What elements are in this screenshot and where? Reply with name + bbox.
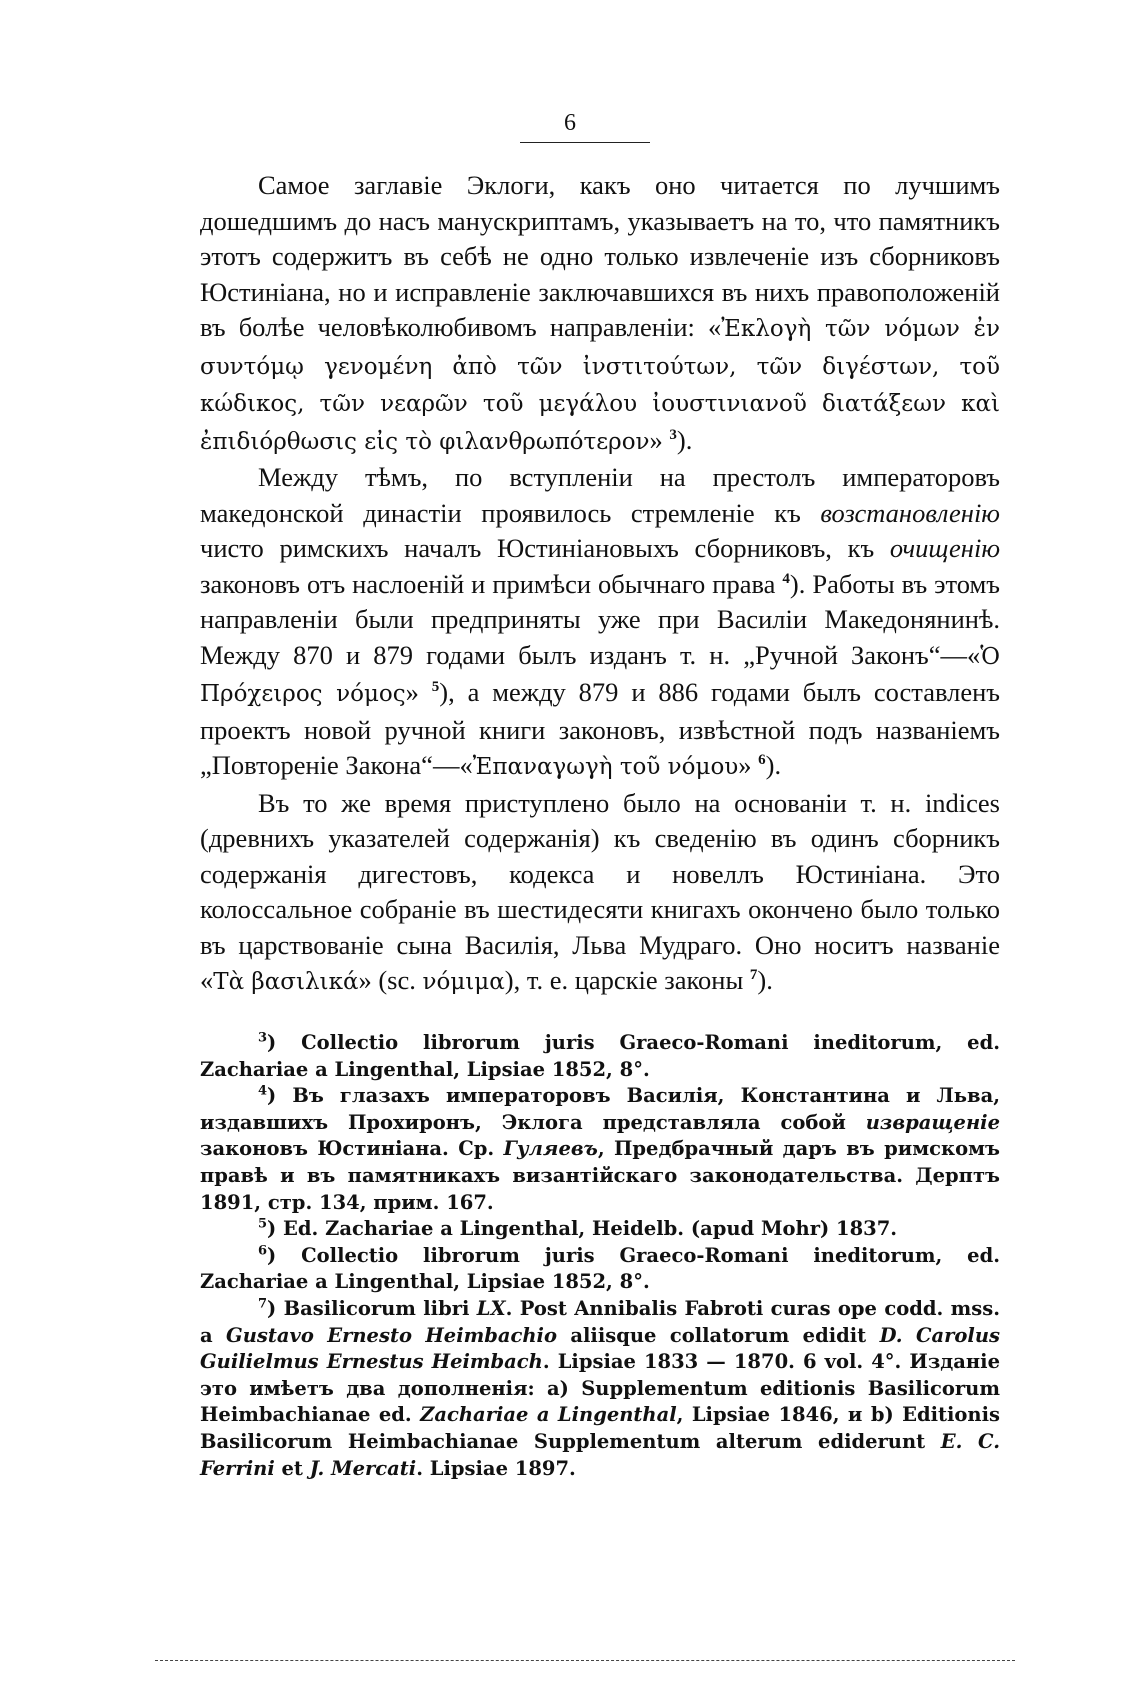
text-run: Между тѣмъ, по вступленіи на престолъ императоровъ македонской династіи проявилось стремленіе къ [200, 462, 1000, 528]
text-run: чисто римскихъ началъ Юстиніановыхъ сборниковъ, къ [200, 533, 890, 563]
footnote [200, 1083, 1000, 1216]
text-run: ) Collectio librorum juris Graeco-Romani ineditorum, ed. Zachariae a Lingenthal, Lipsiae 1852, 8°. [200, 1031, 1000, 1081]
text-run: ) Ed. Zachariae a Lingenthal, Heidelb. (apud Mohr) 1837. [267, 1217, 898, 1241]
footnote-mark: 5 [258, 1216, 268, 1232]
greek-text: Τὰ βασιλικά [213, 969, 359, 995]
text-run: » [738, 750, 759, 780]
italic-text: J. Mercati [309, 1456, 417, 1480]
italic-text: LX [476, 1296, 506, 1320]
main-text [200, 168, 1000, 1001]
text-run: . Lipsiae 1833 — 1870. 6 vol. 4°. Изданіе это имѣетъ два дополненія: a) Supplementum editionis Basilicorum Heimbachianae ed. [200, 1350, 1000, 1427]
text-run: ). Работы въ этомъ направленіи были предприняты уже при Василіи Македонянинѣ. Между 870 и 879 годами былъ изданъ т. н. „Ручной Законъ“—« [200, 568, 1000, 670]
text-run: ) Collectio librorum juris Graeco-Romani ineditorum, ed. Zachariae a Lingenthal, Lipsiae 1852, 8°. [200, 1243, 1000, 1294]
bottom-rule [155, 1660, 1015, 1661]
footnotes [200, 1030, 1000, 1482]
paragraph [200, 786, 1000, 1001]
text-run: ). [676, 424, 693, 455]
text-run: » [649, 424, 670, 455]
italic-text: извращеніе [865, 1110, 1000, 1134]
text-run: , Lipsiae 1846, и b) Editionis Basilicorum Heimbachianae Supplementum alterum ediderunt [200, 1403, 1000, 1453]
text-run: » [405, 677, 432, 707]
italic-text: Gustavo Ernesto Heimbachio [226, 1323, 557, 1347]
footnote-reference: 7 [749, 967, 758, 984]
italic-text: Гуляевъ [503, 1137, 598, 1161]
footnote-reference: 4 [782, 570, 790, 587]
italic-text: возстановленію [820, 497, 1000, 528]
text-run: . Post Annibalis Fabroti curas ope codd. mss. a [200, 1296, 1000, 1347]
footnote [200, 1216, 1000, 1243]
text-run: законовъ отъ наслоеній и примѣси обычнаго права [200, 568, 783, 599]
greek-text: Ἐπαναγωγὴ τοῦ νόμου [472, 754, 739, 780]
paragraph [200, 168, 1000, 460]
text-run: ), т. е. царскіе законы [504, 965, 750, 995]
italic-text: очищенію [889, 533, 1000, 563]
footnote-reference: 5 [431, 679, 440, 696]
footnote [200, 1296, 1000, 1482]
footnote-mark: 6 [258, 1243, 268, 1259]
italic-text: D. Carolus Guilielmus Ernestus Heimbach [200, 1323, 1000, 1374]
text-run: Самое заглавіе Эклоги, какъ оно читается по лучшимъ дошедшимъ до насъ манускриптамъ, указываетъ на то, что памятникъ этотъ содержитъ въ себѣ не одно только извлеченіе изъ сборниковъ Юстиніана, но и исправленіе заключавшихся въ нихъ правоположеній въ болѣе человѣколюбивомъ направленіи: « [200, 170, 1000, 342]
page-number: 6 [564, 110, 576, 136]
text-run: » (sc. [358, 965, 423, 995]
greek-text: Ἐκλογὴ τῶν νόμων ἐν συντόμῳ γενομένη ἀπὸ τῶν ἰνστιτούτων, τῶν διγέστων, τοῦ κώδικος, τῶν νεαρῶν τοῦ μεγάλου ἰουστινιανοῦ διατάξεων καὶ ἐπιδιόρθωσις εἰς τὸ φιλανθρωπότερον [200, 316, 1000, 455]
footnote-mark: 3 [258, 1030, 268, 1046]
italic-text: E. C. Ferrini [200, 1429, 1000, 1480]
text-run: ) Basilicorum libri [267, 1296, 477, 1320]
greek-text: Ὁ Πρόχειρος νόμος [200, 643, 1000, 707]
paragraph [200, 460, 1000, 786]
italic-text: Zachariae a Lingenthal [420, 1403, 677, 1427]
text-run: et [274, 1456, 310, 1480]
text-run: . Lipsiae 1897. [416, 1456, 576, 1480]
text-run: aliisque collatorum edidit [556, 1323, 880, 1347]
text-run: ). [757, 965, 773, 995]
header-rule [520, 142, 650, 143]
footnote [200, 1030, 1000, 1083]
text-run: Въ то же время приступлено было на основаніи т. н. indices (древнихъ указателей содержанія) къ сведенію въ одинъ сборникъ содержанія дигестовъ, кодекса и новеллъ Юстиніана. Это колоссальное собраніе въ шестидесяти книгахъ окончено было только въ царствованіе сына Василія, Льва Мудраго. Оно носитъ названіе « [200, 787, 1000, 995]
footnote [200, 1243, 1000, 1296]
text-run: законовъ Юстиніана. Ср. [200, 1137, 504, 1161]
text-run: ). [765, 750, 782, 780]
footnote-reference: 3 [669, 426, 677, 443]
text-run: ), а между 879 и 886 годами былъ составленъ проектъ новой ручной книги законовъ, извѣстной подъ названіемъ „Повтореніе Закона“—« [200, 677, 1000, 780]
text-run: ) Въ глазахъ императоровъ Василія, Константина и Льва, издавшихъ Прохиронъ, Эклога представляла собой [200, 1084, 1000, 1134]
footnote-mark: 4 [258, 1083, 268, 1099]
greek-text: νόμιμα [422, 969, 505, 995]
text-run: , Предбрачный даръ въ римскомъ правѣ и въ памятникахъ византійскаго законодательства. Дерптъ 1891, стр. 134, прим. 167. [200, 1137, 1001, 1214]
footnote-mark: 7 [258, 1296, 268, 1312]
footnote-reference: 6 [758, 752, 766, 769]
